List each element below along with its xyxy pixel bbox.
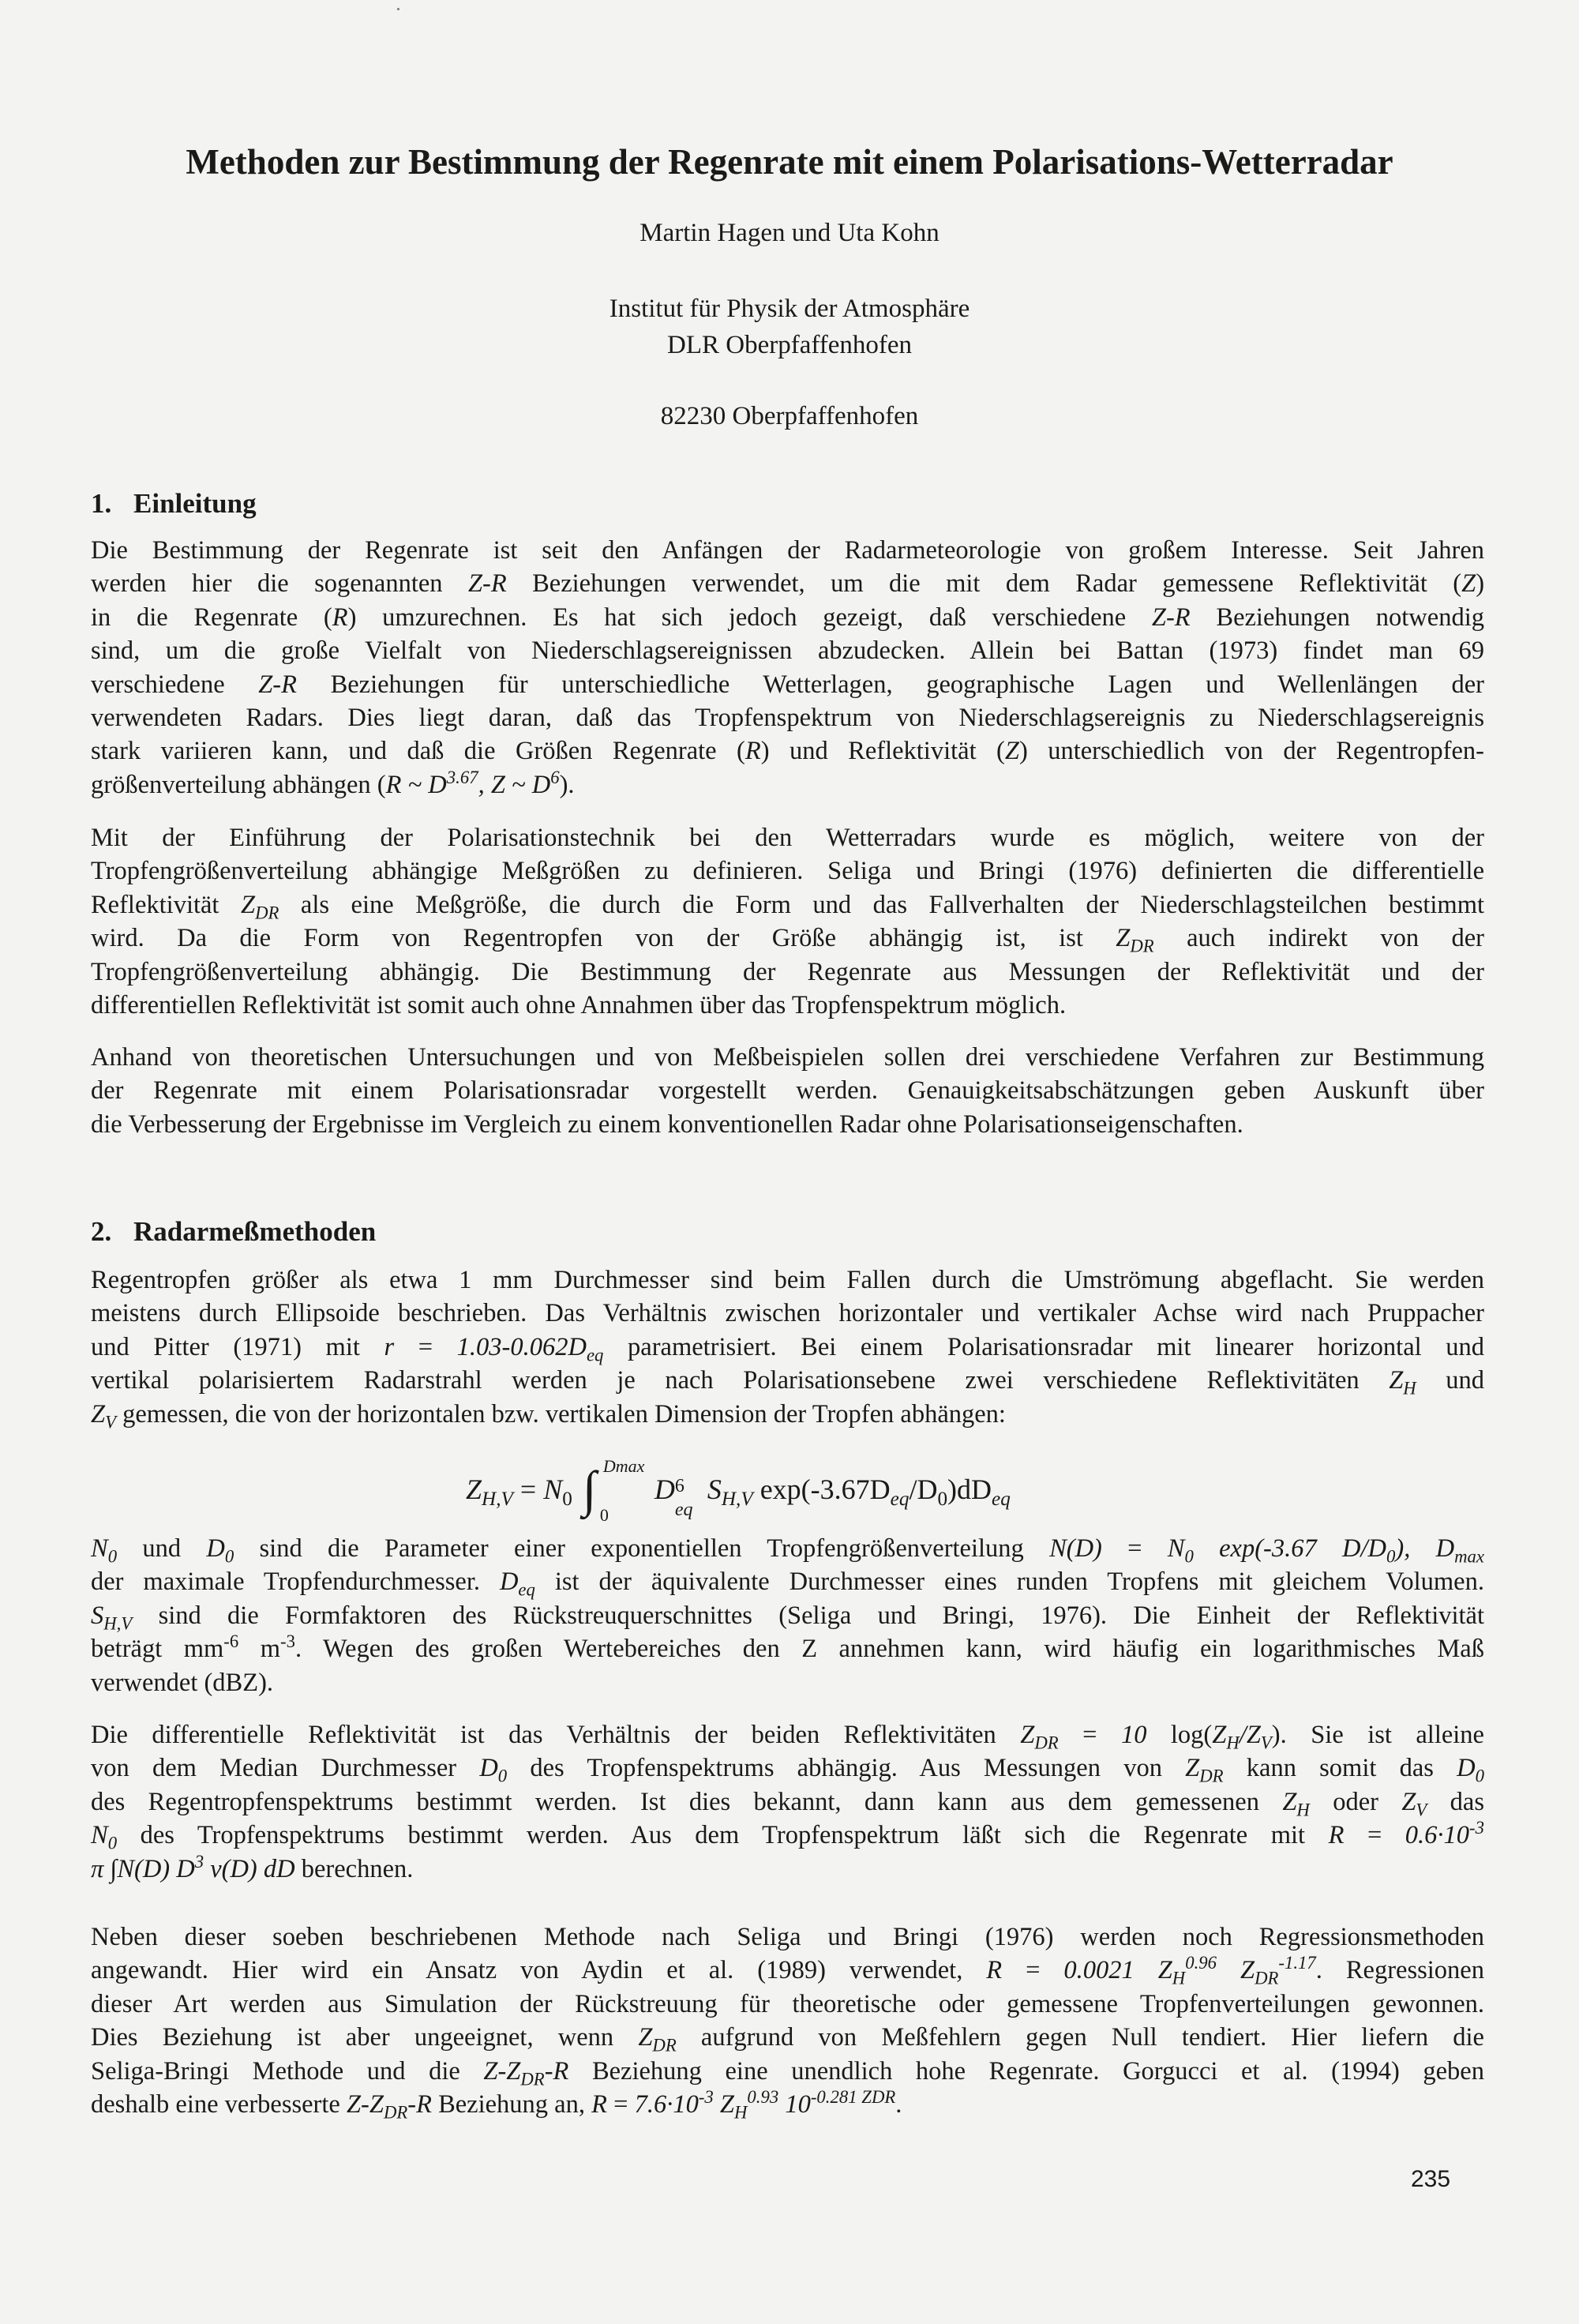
integral-sign: ∫ Dmax 0 bbox=[582, 1455, 645, 1525]
section-title: Radarmeßmethoden bbox=[133, 1216, 377, 1247]
text-line: Neben dieser soeben beschriebenen Methode nach Seliga und Bringi (1976) werden noch Regressionsmethoden bbox=[91, 1923, 1484, 1951]
text-line: angewandt. Hier wird ein Ansatz von Aydin et al. (1989) verwendet, R = 0.0021 $Z_H^{0.96}$ $Z_{DR}^{-1.17}$. Regressionen bbox=[91, 1953, 1484, 1988]
paragraph-methods-1 bbox=[91, 1263, 1484, 1431]
text-line: sind, um die große Vielfalt von Niederschlagsereignissen abzudecken. Allein bei Battan (1973) findet man 69 bbox=[91, 636, 1484, 666]
text-line: verwendet (dBZ). bbox=[91, 1668, 274, 1697]
text-line: die Verbesserung der Ergebnisse im Vergleich zu einem konventionellen Radar ohne Polarisationseigenschaften. bbox=[91, 1109, 1243, 1139]
text-line: Die Bestimmung der Regenrate ist seit den Anfängen der Radarmeteorologie von großem Interesse. Seit Jahren bbox=[91, 536, 1484, 565]
text-line: π ∫N(D) $D^3$ v(D) dD berechnen. bbox=[91, 1851, 414, 1883]
text-line: vertikal polarisiertem Radarstrahl werden je nach Polarisationsebene zwei verschiedene Reflektivitäten $Z_H$ und bbox=[91, 1366, 1484, 1399]
scan-speck bbox=[397, 8, 399, 10]
affiliation-dlr: DLR Oberpfaffenhofen bbox=[666, 331, 913, 359]
text-line: Dies Beziehung ist aber ungeeignet, wenn $Z_{DR}$ aufgrund von Meßfehlern gegen Null tendiert. Hier liefern die bbox=[91, 2023, 1484, 2056]
paragraph-methods-3 bbox=[91, 1718, 1484, 1886]
section-heading-einleitung bbox=[91, 486, 257, 521]
affiliation-institute: Institut für Physik der Atmosphäre bbox=[609, 295, 970, 323]
section-title: Einleitung bbox=[133, 488, 257, 519]
text-line: $Z_V$ gemessen, die von der horizontalen bzw. vertikalen Dimension der Tropfen abhängen: bbox=[91, 1399, 1006, 1432]
text-line: Mit der Einführung der Polarisationstechnik bei den Wetterradars wurde es möglich, weitere von der bbox=[91, 824, 1484, 852]
paper-title: Methoden zur Bestimmung der Regenrate mit einem Polarisations-Wetterradar bbox=[186, 142, 1393, 182]
text-line: Tropfengrößenverteilung abhängige Meßgrößen zu definieren. Seliga und Bringi (1976) definierten die differentielle bbox=[91, 857, 1484, 886]
text-line: Die differentielle Reflektivität ist das Verhältnis der beiden Reflektivitäten $Z_{DR} = 10$ $\log(Z_H/Z_V)$. Sie ist alleine bbox=[91, 1721, 1484, 1753]
paragraph-intro-1 bbox=[91, 534, 1484, 802]
text-line: deshalb eine verbesserte $Z-Z_{DR}-R$ Beziehung an, $R = 7.6\cdot 10^{-3}$ $Z_H^{0.93}$ $10^{-0.281 ZDR}$. bbox=[91, 2087, 902, 2123]
text-line: Regentropfen größer als etwa 1 mm Durchmesser sind beim Fallen durch die Umströmung abgeflacht. Sie werden bbox=[91, 1266, 1484, 1294]
text-line: von dem Median Durchmesser $D_0$ des Tropfenspektrums abhängig. Aus Messungen von $Z_{DR}$ kann somit das $D_0$ bbox=[91, 1754, 1485, 1786]
text-line: der Regenrate mit einem Polarisationsradar vorgestellt werden. Genauigkeitsabschätzungen geben Auskunft über bbox=[91, 1076, 1484, 1106]
paragraph-methods-4 bbox=[91, 1920, 1484, 2121]
text-line: Seliga-Bringi Methode und die $Z-Z_{DR}-R$ Beziehung eine unendlich hohe Regenrate. Gorgucci et al. (1994) geben bbox=[91, 2056, 1484, 2089]
text-line: wird. Da die Form von Regentropfen von der Größe abhängig ist, ist $Z_{DR}$ auch indirekt von der bbox=[91, 924, 1484, 956]
authors: Martin Hagen und Uta Kohn bbox=[639, 219, 940, 247]
text-line: Anhand von theoretischen Untersuchungen und von Meßbeispielen sollen drei verschiedene Verfahren zur Bestimmung bbox=[91, 1043, 1484, 1072]
text-line: des Regentropfenspektrums bestimmt werden. Ist dies bekannt, dann kann aus dem gemessenen $Z_H$ oder $Z_V$ das bbox=[91, 1787, 1484, 1820]
text-line: verwendeten Radars. Dies liegt daran, daß das Tropfenspektrum von Niederschlagsereignis zu Niederschlagsereignis bbox=[91, 704, 1484, 733]
text-line: in die Regenrate (R) umzurechnen. Es hat sich jedoch gezeigt, daß verschiedene Z-R Beziehungen notwendig bbox=[91, 603, 1484, 632]
paragraph-methods-2 bbox=[91, 1532, 1484, 1699]
paragraph-intro-3 bbox=[91, 1041, 1484, 1141]
text-line: $N_0$ und $D_0$ sind die Parameter einer exponentiellen Tropfengrößenverteilung $N(D) = N_0$ exp(-3.67 $D/D_0$), $D_{max}$ bbox=[91, 1534, 1484, 1567]
paragraph-intro-2 bbox=[91, 821, 1484, 1022]
text-line: größenverteilung abhängen (R ~ $D^{3.67}$, Z ~ $D^6$). bbox=[91, 768, 575, 799]
section-number: 2. bbox=[91, 1216, 112, 1247]
text-line: $N_0$ des Tropfenspektrums bestimmt werden. Aus dem Tropfenspektrum läßt sich die Regenrate mit $R = 0.6\cdot 10^{-3}$ bbox=[91, 1818, 1484, 1853]
text-line: stark variieren kann, und daß die Größen Regenrate (R) und Reflektivität (Z) unterschiedlich von der Regentropfen- bbox=[91, 737, 1484, 766]
text-line: werden hier die sogenannten Z-R Beziehungen verwendet, um die mit dem Radar gemessene Reflektivität (Z) bbox=[91, 569, 1485, 599]
text-line: verschiedene Z-R Beziehungen für unterschiedliche Wetterlagen, geographische Lagen und Wellenlängen der bbox=[91, 670, 1484, 699]
text-line: Reflektivität $Z_{DR}$ als eine Meßgröße, die durch die Form und das Fallverhalten der Niederschlagsteilchen bestimmt bbox=[91, 890, 1484, 923]
page-number: 235 bbox=[1411, 2166, 1451, 2192]
reflectivity-equation: $Z_{H,V} = N_0$ ∫ Dmax 0 D 6 eq $S_{H,V}$ $\exp(-3.67D_{eq}/D_0)dD_{eq}$ bbox=[466, 1455, 1011, 1525]
text-line: beträgt $mm^{-6}$ $m^{-3}$. Wegen des großen Wertebereiches den Z annehmen kann, wird häufig ein logarithmisches Maß bbox=[91, 1631, 1484, 1664]
postal-address: 82230 Oberpfaffenhofen bbox=[660, 402, 919, 430]
text-line: der maximale Tropfendurchmesser. $D_{eq}$ ist der äquivalente Durchmesser eines runden Tropfens mit gleichem Volumen. bbox=[91, 1567, 1484, 1600]
section-number: 1. bbox=[91, 488, 112, 519]
section-heading-radarmessmethoden bbox=[91, 1215, 376, 1249]
text-line: $S_{H,V}$ sind die Formfaktoren des Rückstreuquerschnittes (Seliga und Bringi, 1976). Die Einheit der Reflektivität bbox=[91, 1601, 1484, 1634]
text-line: dieser Art werden aus Simulation der Rückstreuung für theoretische oder gemessene Tropfenverteilungen gewonnen. bbox=[91, 1989, 1484, 2018]
text-line: differentiellen Reflektivität ist somit auch ohne Annahmen über das Tropfenspektrum möglich. bbox=[91, 991, 1067, 1020]
text-line: und Pitter (1971) mit $r = 1.03-0.062D_{eq}$ parametrisiert. Bei einem Polarisationsradar mit linearer horizontal und bbox=[91, 1332, 1484, 1365]
text-line: Tropfengrößenverteilung abhängig. Die Bestimmung der Regenrate aus Messungen der Reflektivität und der bbox=[91, 957, 1484, 986]
text-line: meistens durch Ellipsoide beschrieben. Das Verhältnis zwischen horizontaler und vertikaler Achse wird nach Pruppacher bbox=[91, 1299, 1484, 1328]
